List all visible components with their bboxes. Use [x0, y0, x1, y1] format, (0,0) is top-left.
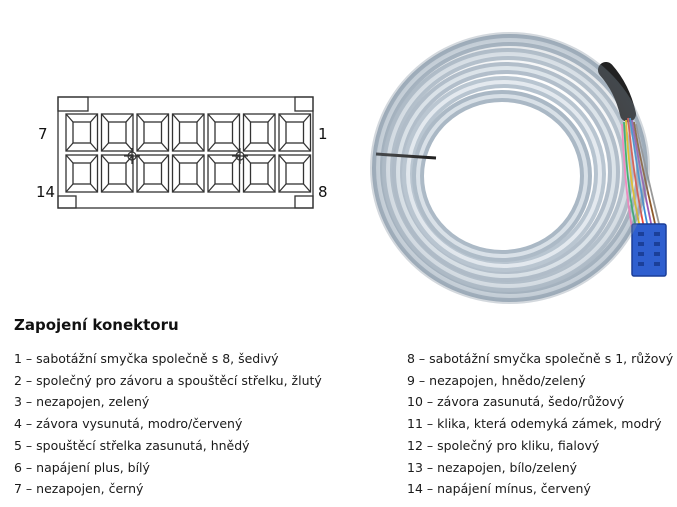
pin-cavity-bevel	[197, 184, 204, 192]
pin-item-13: 13 – nezapojen, bílo/zelený	[407, 459, 578, 475]
pin-cavity-bevel	[91, 114, 98, 122]
pin-cavity-bevel	[244, 143, 251, 151]
pin-cavity-bevel	[162, 184, 169, 192]
pin-cavity-bevel	[102, 184, 109, 192]
pin-label-7: 7	[38, 125, 48, 143]
pin-item-7: 7 – nezapojen, černý	[14, 481, 144, 497]
pin-label-14: 14	[36, 183, 56, 201]
pin-cavity-bevel	[268, 114, 275, 122]
pin-item-12: 12 – společný pro kliku, fialový	[407, 437, 600, 453]
pin-cavity-inner	[286, 163, 304, 184]
pin-label-1: 1	[318, 125, 328, 143]
pin-cavity-bevel	[208, 155, 215, 163]
pin-cavity-bevel	[91, 184, 98, 192]
pin-cavity-bevel	[304, 114, 311, 122]
pin-cavity-bevel	[244, 114, 251, 122]
section-title: Zapojení konektoru	[14, 316, 179, 334]
pin-cavity-bevel	[208, 184, 215, 192]
pin-cavity-bevel	[208, 143, 215, 151]
pin-cavity-bevel	[268, 184, 275, 192]
pin-cavity-bevel	[126, 114, 133, 122]
pin-item-6: 6 – napájení plus, bílý	[14, 459, 150, 475]
pin-cavity-bevel	[66, 155, 73, 163]
pin-cavity-bevel	[304, 143, 311, 151]
pin-cavity-bevel	[162, 155, 169, 163]
pin-cavity-bevel	[279, 143, 286, 151]
pin-cavity-bevel	[91, 143, 98, 151]
pin-cavity-inner	[215, 163, 233, 184]
pin-item-5: 5 – spouštěcí střelka zasunutá, hnědý	[14, 437, 250, 453]
pin-cavity-bevel	[197, 143, 204, 151]
pin-cavity-bevel	[173, 155, 180, 163]
pin-cavity-bevel	[173, 184, 180, 192]
pin-cavity-inner	[73, 163, 91, 184]
pin-label-8: 8	[318, 183, 328, 201]
cable-photo	[370, 18, 670, 318]
pin-cavity-inner	[286, 122, 304, 143]
pin-cavity-bevel	[233, 114, 240, 122]
pin-cavity-bevel	[197, 155, 204, 163]
pin-item-10: 10 – závora zasunutá, šedo/růžový	[407, 394, 625, 410]
pin-cavity-bevel	[102, 143, 109, 151]
pin-item-2: 2 – společný pro závoru a spouštěcí střelku, žlutý	[14, 372, 322, 388]
pin-item-3: 3 – nezapojen, zelený	[14, 394, 150, 410]
pin-cavity-bevel	[279, 184, 286, 192]
pin-cavity-bevel	[126, 184, 133, 192]
pin-item-8: 8 – sabotážní smyčka společně s 1, růžový	[407, 351, 674, 366]
pin-cavity-bevel	[66, 143, 73, 151]
pin-cavity-inner	[109, 163, 127, 184]
pin-cavity-bevel	[268, 155, 275, 163]
pin-cavity-bevel	[66, 114, 73, 122]
pin-cavity-bevel	[162, 143, 169, 151]
pin-cavity-bevel	[304, 184, 311, 192]
pin-item-4: 4 – závora vysunutá, modro/červený	[14, 416, 243, 432]
pin-item-11: 11 – klika, která odemyká zámek, modrý	[407, 416, 662, 432]
pin-cavity-bevel	[268, 143, 275, 151]
pin-item-1: 1 – sabotážní smyčka společně s 8, šedivý	[14, 351, 279, 366]
pin-cavity-bevel	[173, 143, 180, 151]
pin-cavity-inner	[251, 163, 269, 184]
pin-cavity-bevel	[137, 143, 144, 151]
pin-item-14: 14 – napájení mínus, červený	[407, 481, 591, 497]
pin-list-left	[14, 348, 322, 500]
pin-cavity-bevel	[137, 114, 144, 122]
pin-cavity-bevel	[66, 184, 73, 192]
pin-cavity-inner	[180, 122, 198, 143]
pin-cavity-bevel	[244, 184, 251, 192]
pin-cavity-bevel	[304, 155, 311, 163]
pin-cavity-bevel	[208, 114, 215, 122]
pin-cavity-bevel	[102, 155, 109, 163]
pin-cavity-bevel	[279, 114, 286, 122]
pin-cavity-inner	[144, 163, 162, 184]
pin-cavity-inner	[144, 122, 162, 143]
pin-cavity-bevel	[233, 184, 240, 192]
pin-cavity-bevel	[233, 143, 240, 151]
pin-cavity-bevel	[102, 114, 109, 122]
pin-list-right	[407, 348, 673, 500]
pin-cavity-bevel	[173, 114, 180, 122]
pin-cavity-bevel	[91, 155, 98, 163]
pin-cavity-inner	[180, 163, 198, 184]
pin-cavity-inner	[109, 122, 127, 143]
pin-item-9: 9 – nezapojen, hnědo/zelený	[407, 372, 586, 388]
pin-cavity-inner	[251, 122, 269, 143]
pin-cavity-bevel	[162, 114, 169, 122]
pin-cavity-inner	[73, 122, 91, 143]
pin-cavity-inner	[215, 122, 233, 143]
pin-cavity-bevel	[279, 155, 286, 163]
pin-cavity-bevel	[197, 114, 204, 122]
pin-cavity-bevel	[137, 184, 144, 192]
